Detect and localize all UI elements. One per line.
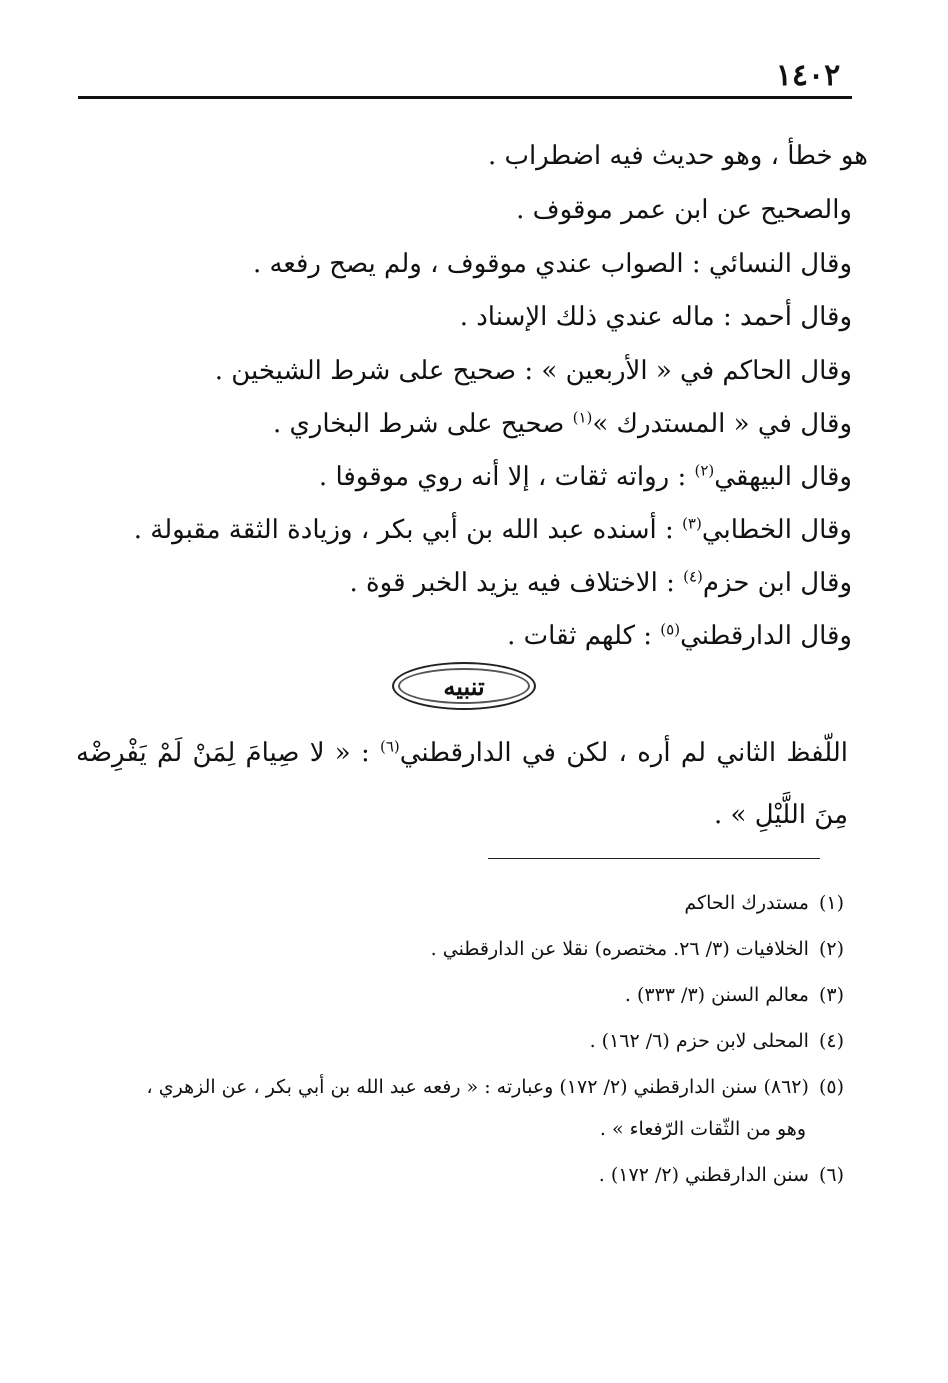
line-text: وقال أحمد : ماله عندي ذلك الإسناد . (459, 302, 852, 332)
line-text: هو خطأ ، وهو حديث فيه اضطراب . (487, 141, 868, 171)
paragraph-text: : « لا صِيامَ لِمَنْ لَمْ يَفْرِضْه مِنَ اللَّيْلِ » . (76, 738, 848, 830)
page-number: ١٤٠٢ (775, 58, 841, 93)
footnote-continuation: وهو من الثّقات الرّفعاء » . (599, 1118, 806, 1140)
footnote (684, 890, 844, 916)
footnote-text: المحلى لابن حزم (٦/ ١٦٢) . (589, 1030, 809, 1052)
footnote-ref: (٤) (683, 567, 703, 586)
footnote-text: (٨٦٢) سنن الدارقطني (٢/ ١٧٢) وعبارته : « رفعه عبد الله بن أبي بكر ، عن الزهري ، (146, 1076, 809, 1098)
footnote-ref: (١) (572, 408, 593, 427)
footnote-number: (١) (818, 892, 844, 914)
footnote-text: الخلافيات (٣/ ٢٦. مختصره) نقلا عن الدارقطني . (430, 938, 809, 960)
footnote-number: (٦) (818, 1164, 844, 1186)
footnote-ref: (٣) (682, 514, 702, 533)
footnote-text: مستدرك الحاكم (684, 892, 809, 914)
text-line (516, 192, 852, 228)
paragraph-text: اللّفظ الثاني لم أره ، لكن في الدارقطني (399, 738, 848, 768)
footnote (599, 1162, 844, 1188)
text-line (507, 618, 852, 654)
footnote-number: (٢) (818, 938, 844, 960)
text-line (134, 512, 852, 548)
note-paragraph (76, 722, 848, 846)
text-line (488, 138, 868, 174)
header-rule (78, 96, 852, 99)
footnote-ref: (٥) (660, 620, 681, 639)
text-line (460, 299, 852, 335)
line-text: وقال البيهقي (714, 462, 852, 492)
line-text: وقال الحاكم في « الأربعين » : صحيح على شرط الشيخين . (214, 356, 852, 386)
footnote-number: (٣) (818, 984, 844, 1006)
section-heading-frame (392, 662, 536, 710)
line-text: وقال في « المستدرك » (592, 409, 852, 439)
line-text: والصحيح عن ابن عمر موقوف . (516, 195, 852, 225)
text-line (319, 459, 852, 495)
text-line (253, 246, 852, 282)
footnote (431, 936, 844, 962)
line-text: وقال ابن حزم (702, 568, 852, 598)
line-text: وقال الخطابي (701, 515, 852, 545)
text-line (273, 406, 852, 442)
line-text: : كلهم ثقات . (507, 621, 661, 651)
footnote (625, 982, 844, 1008)
line-text: : أسنده عبد الله بن أبي بكر ، وزيادة الثقة مقبولة . (133, 515, 683, 545)
line-text: : الاختلاف فيه يزيد الخبر قوة . (349, 568, 684, 598)
footnote-text: معالم السنن (٣/ ٣٣٣) . (624, 984, 809, 1006)
footnote (147, 1074, 844, 1100)
line-text: : رواته ثقات ، إلا أنه روي موقوفا . (318, 462, 695, 492)
footnote (590, 1028, 844, 1054)
line-text: وقال الدارقطني (680, 621, 852, 651)
footnote-number: (٥) (818, 1076, 844, 1098)
line-text: وقال النسائي : الصواب عندي موقوف ، ولم يصح رفعه . (252, 249, 852, 279)
footnote-ref: (٦) (379, 737, 400, 756)
footnote-text: سنن الدارقطني (٢/ ١٧٢) . (598, 1164, 809, 1186)
footnote-number: (٤) (818, 1030, 844, 1052)
footnote-ref: (٢) (694, 461, 715, 480)
text-line (350, 565, 852, 601)
text-line (215, 353, 852, 389)
line-text: صحيح على شرط البخاري . (272, 409, 573, 439)
footnote-rule (488, 858, 820, 859)
section-heading: تنبيه (443, 671, 485, 701)
